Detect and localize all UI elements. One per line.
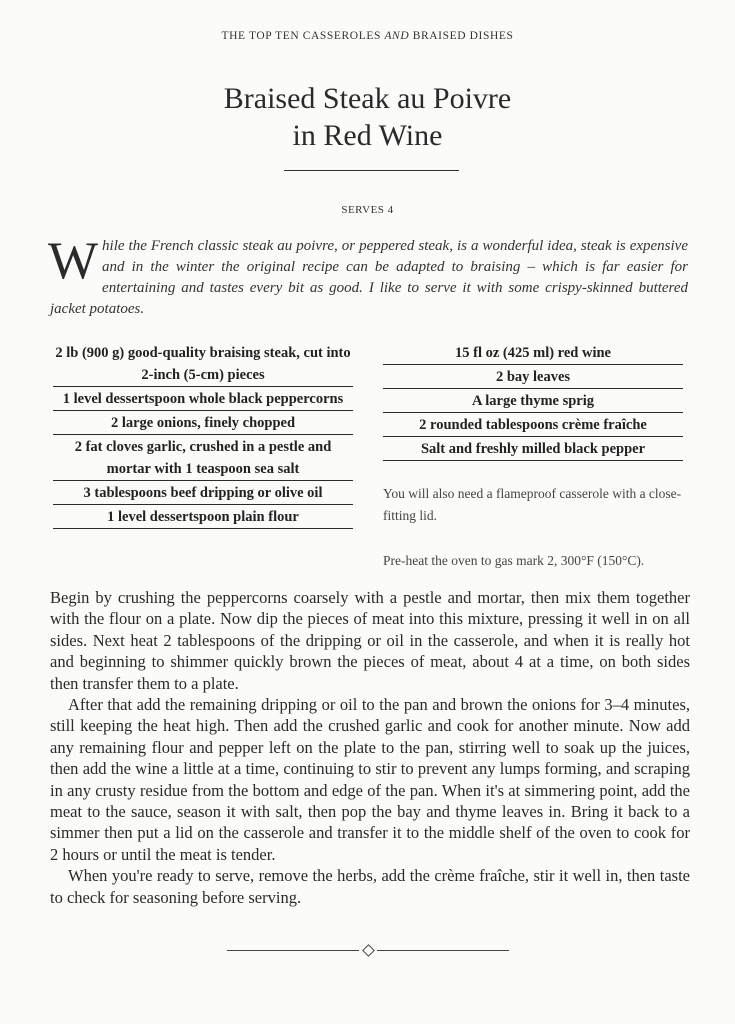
equipment-note: You will also need a flameproof casserole with a close-fitting lid. (383, 486, 682, 523)
intro-text: hile the French classic steak au poivre, or peppered steak, is a wonderful idea, steak is expensive and in the winter the original recipe can be adapted to braising – which is far easier for entertaining and tastes every bit as good. I like to serve it with some crispy-skinned buttered jacket potatoes. (50, 238, 688, 317)
running-head-part1: THE TOP TEN CASSEROLES (221, 30, 381, 42)
ingredient-item: 2 bay leaves (383, 365, 683, 389)
method-paragraph: After that add the remaining dripping or oil to the pan and brown the onions for 3–4 minutes, still keeping the heat high. Then add the crushed garlic and cook for another minute. Now add any remaining flour and pepper left on the plate to the pan, stirring well to soak up the juices, then add the wine a little at a time, continuing to stir to prevent any lumps forming, and scraping in any crusty residue from the bottom and edge of the pan. When it's at simmering point, add the meat to the sauce, season it with salt, then pop the bay and thyme leaves in. Bring it back to a simmer then put a lid on the casserole and transfer it to the middle shelf of the oven to cook for 2 hours or until the meat is tender. (50, 695, 690, 864)
ingredient-item: 15 fl oz (425 ml) red wine (383, 341, 683, 365)
ingredient-item: 3 tablespoons beef dripping or olive oil (53, 481, 353, 505)
oven-note: Pre-heat the oven to gas mark 2, 300°F (150°C). (383, 553, 645, 568)
recipe-title-line1: Braised Steak au Poivre (223, 82, 512, 115)
ingredient-item: Salt and freshly milled black pepper (383, 437, 683, 461)
method-section (50, 587, 690, 908)
drop-cap: W (48, 232, 99, 290)
diamond-icon (362, 944, 375, 957)
ornament-line-left (227, 950, 359, 951)
recipe-title (0, 80, 735, 154)
ingredients-left (53, 341, 353, 529)
running-head (0, 30, 735, 42)
ingredient-item: 2 fat cloves garlic, crushed in a pestle and mortar with 1 teaspoon sea salt (53, 435, 353, 481)
method-paragraph: Begin by crushing the peppercorns coarsely with a pestle and mortar, then mix them together with the flour on a plate. Now dip the pieces of meat into this mixture, pressing it well in on all sides. Next heat 2 tablespoons of the dripping or oil in the casserole, and when it is really hot and beginning to shimmer quickly brown the pieces of meat, about 4 at a time, on both sides then transfer them to a plate. (50, 588, 690, 693)
recipe-title-line2: in Red Wine (292, 119, 443, 152)
end-ornament (227, 943, 509, 957)
ingredient-item: 1 level dessertspoon whole black peppercorns (53, 387, 353, 411)
running-head-and: AND (384, 30, 410, 42)
ingredient-item: A large thyme sprig (383, 389, 683, 413)
ingredient-item: 2 lb (900 g) good-quality braising steak, cut into 2-inch (5-cm) pieces (53, 341, 353, 387)
ornament-line-right (377, 950, 509, 951)
running-head-part3: BRAISED DISHES (412, 30, 514, 42)
ingredient-item: 2 large onions, finely chopped (53, 411, 353, 435)
ingredients-right (383, 341, 683, 461)
ingredient-item: 2 rounded tablespoons crème fraîche (383, 413, 683, 437)
method-paragraph: When you're ready to serve, remove the herbs, add the crème fraîche, stir it well in, then taste to check for seasoning before serving. (50, 866, 690, 907)
serves-label: SERVES 4 (341, 204, 394, 216)
intro-paragraph (48, 232, 688, 320)
title-divider (284, 170, 459, 171)
ingredient-item: 1 level dessertspoon plain flour (53, 505, 353, 529)
